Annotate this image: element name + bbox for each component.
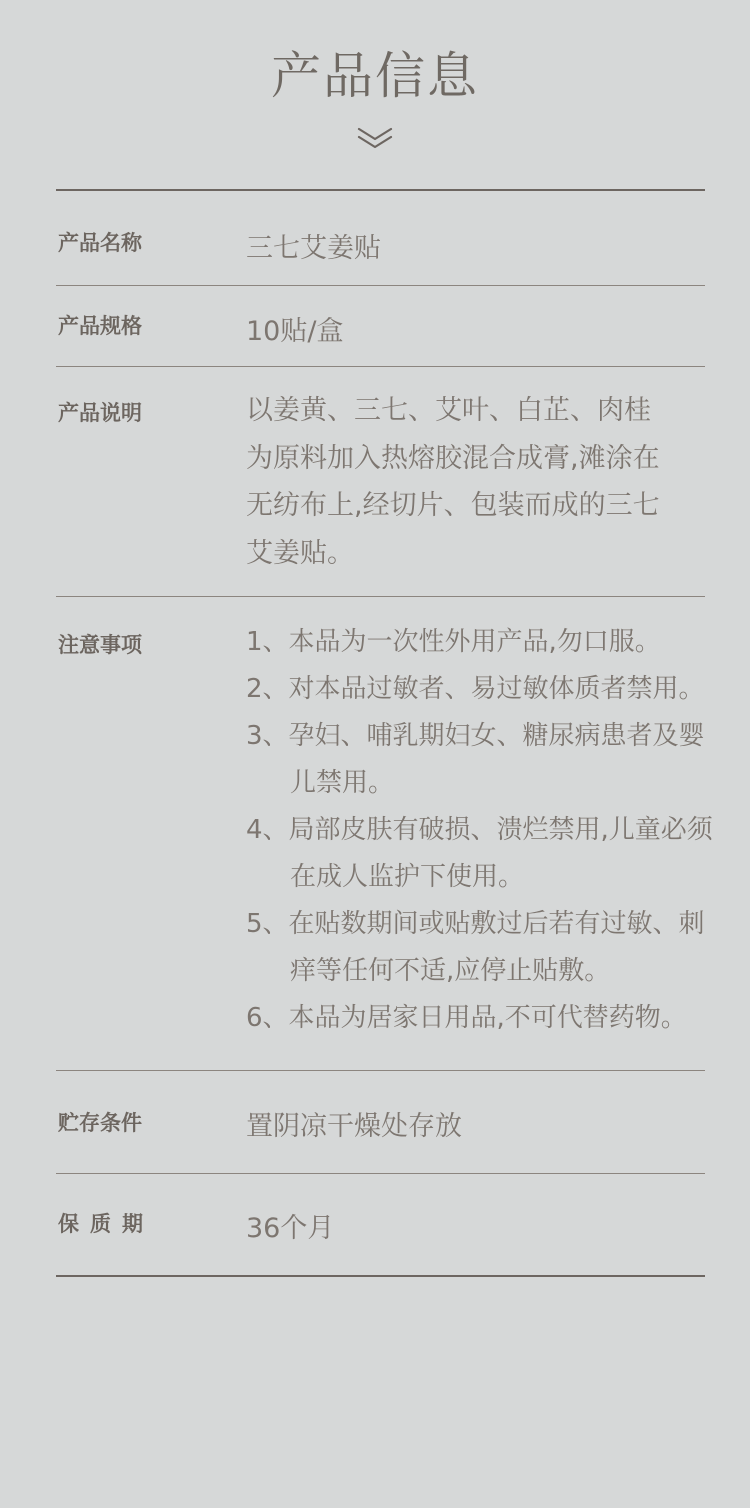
row-product-description xyxy=(56,367,705,596)
value-storage: 置阴凉干燥处存放 xyxy=(246,1111,462,1142)
description-line: 无纺布上,经切片、包装而成的三七 xyxy=(246,490,660,521)
label-cautions: 注意事项 xyxy=(58,633,142,657)
label-product-spec: 产品规格 xyxy=(58,314,142,338)
list-item: 6、本品为居家日用品,不可代替药物。 xyxy=(246,1003,687,1033)
description-line: 艾姜贴。 xyxy=(246,537,354,569)
product-info-table xyxy=(56,189,713,1277)
row-product-name xyxy=(56,191,705,285)
row-cautions xyxy=(56,597,713,1070)
description-line: 为原料加入热熔胶混合成膏,滩涂在 xyxy=(246,442,660,474)
page-title: 产品信息 xyxy=(271,47,479,105)
list-item: 1、本品为一次性外用产品,勿口服。 xyxy=(246,627,661,657)
list-item: 3、孕妇、哺乳期妇女、糖尿病患者及婴儿禁用。 xyxy=(246,721,705,798)
description-line: 以姜黄、三七、艾叶、白芷、肉桂 xyxy=(246,395,651,426)
label-shelf-life: 保质期 xyxy=(58,1212,154,1236)
label-storage: 贮存条件 xyxy=(58,1111,142,1135)
divider xyxy=(56,1275,705,1277)
row-shelf-life xyxy=(56,1174,705,1275)
label-product-description: 产品说明 xyxy=(58,401,142,425)
double-chevron-down-icon xyxy=(357,126,393,150)
list-item: 4、局部皮肤有破损、溃烂禁用,儿童必须在成人监护下使用。 xyxy=(246,815,713,892)
value-product-description xyxy=(246,387,698,577)
cautions-list xyxy=(246,619,716,1042)
value-product-name: 三七艾姜贴 xyxy=(246,233,381,264)
list-item: 5、在贴数期间或贴敷过后若有过敏、刺痒等任何不适,应停止贴敷。 xyxy=(246,909,705,986)
value-shelf-life: 36个月 xyxy=(246,1213,335,1244)
row-storage xyxy=(56,1071,705,1173)
value-product-spec: 10贴/盒 xyxy=(246,316,344,347)
list-item: 2、对本品过敏者、易过敏体质者禁用。 xyxy=(246,674,705,704)
row-product-spec xyxy=(56,286,705,366)
label-product-name: 产品名称 xyxy=(58,231,142,255)
